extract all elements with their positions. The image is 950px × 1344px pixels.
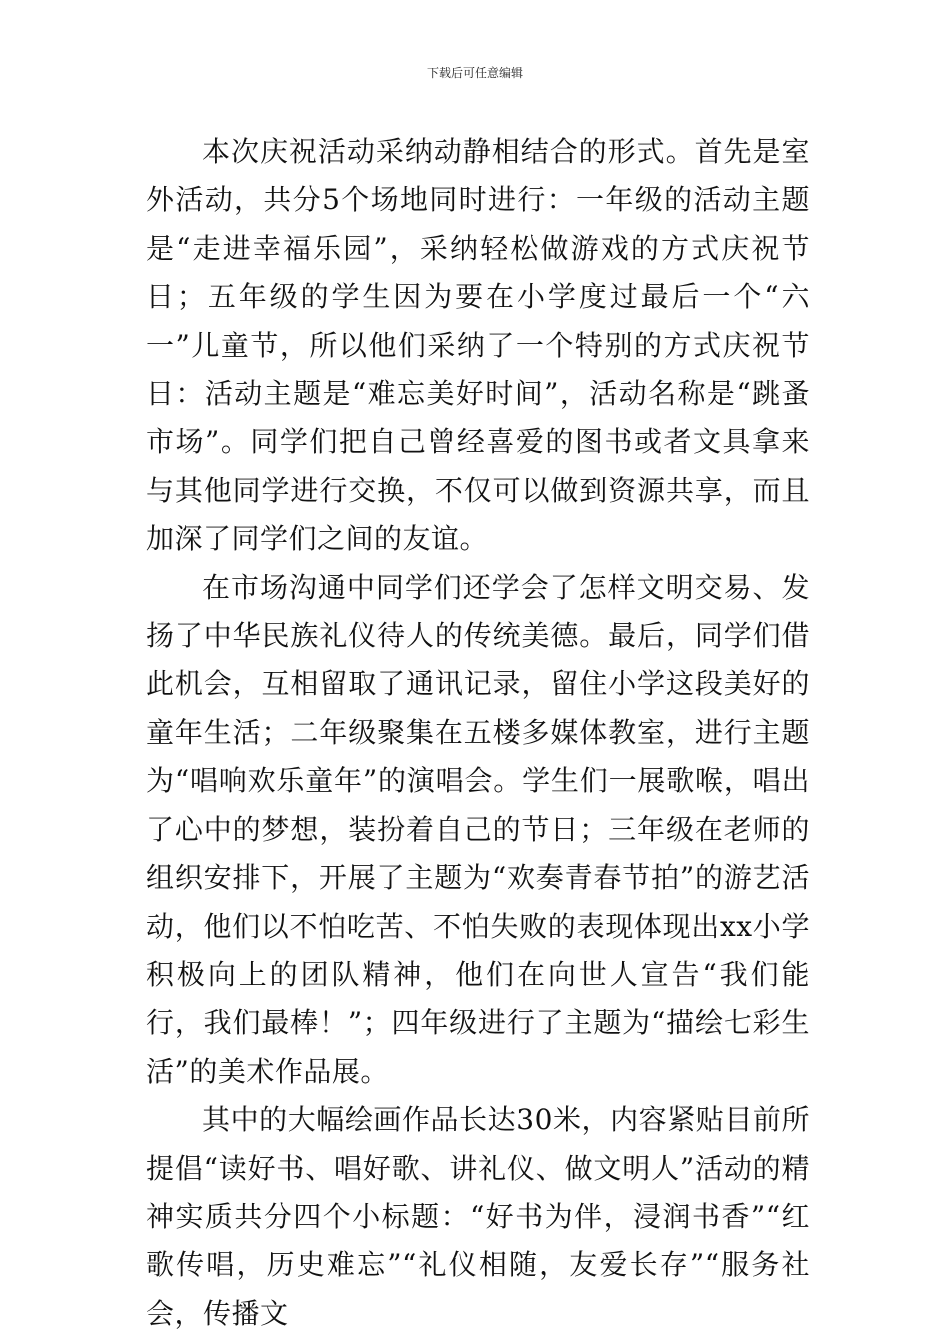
- page-header: 下载后可任意编辑: [426, 66, 523, 80]
- paragraph-2: 在市场沟通中同学们还学会了怎样文明交易、发扬了中华民族礼仪待人的传统美德。最后，同学们借此机会，互相留取了通讯记录，留住小学这段美好的童年生活；二年级聚集在五楼多媒体教室，进行主题为“唱响欢乐童年”的演唱会。学生们一展歌喉，唱出了心中的梦想，装扮着自己的节日；三年级在老师的组织安排下，开展了主题为“欢奏青春节拍”的游艺活动，他们以不怕吃苦、不怕失败的表现体现出xx小学积极向上的团队精神，他们在向世人宣告“我们能行，我们最棒！”；四年级进行了主题为“描绘七彩生活”的美术作品展。: [146, 570, 810, 1088]
- document-body: [146, 128, 810, 1338]
- paragraph-1: 本次庆祝活动采纳动静相结合的形式。首先是室外活动，共分5个场地同时进行：一年级的活动主题是“走进幸福乐园”，采纳轻松做游戏的方式庆祝节日；五年级的学生因为要在小学度过最后一个“六一”儿童节，所以他们采纳了一个特别的方式庆祝节日：活动主题是“难忘美好时间”，活动名称是“跳蚤市场”。同学们把自己曾经喜爱的图书或者文具拿来与其他同学进行交换，不仅可以做到资源共享，而且加深了同学们之间的友谊。: [146, 135, 810, 556]
- paragraph-3: 其中的大幅绘画作品长达30米，内容紧贴目前所提倡“读好书、唱好歌、讲礼仪、做文明人”活动的精神实质共分四个小标题：“好书为伴，浸润书香”“红歌传唱，历史难忘”“礼仪相随，友爱长存”“服务社会，传播文: [146, 1103, 810, 1330]
